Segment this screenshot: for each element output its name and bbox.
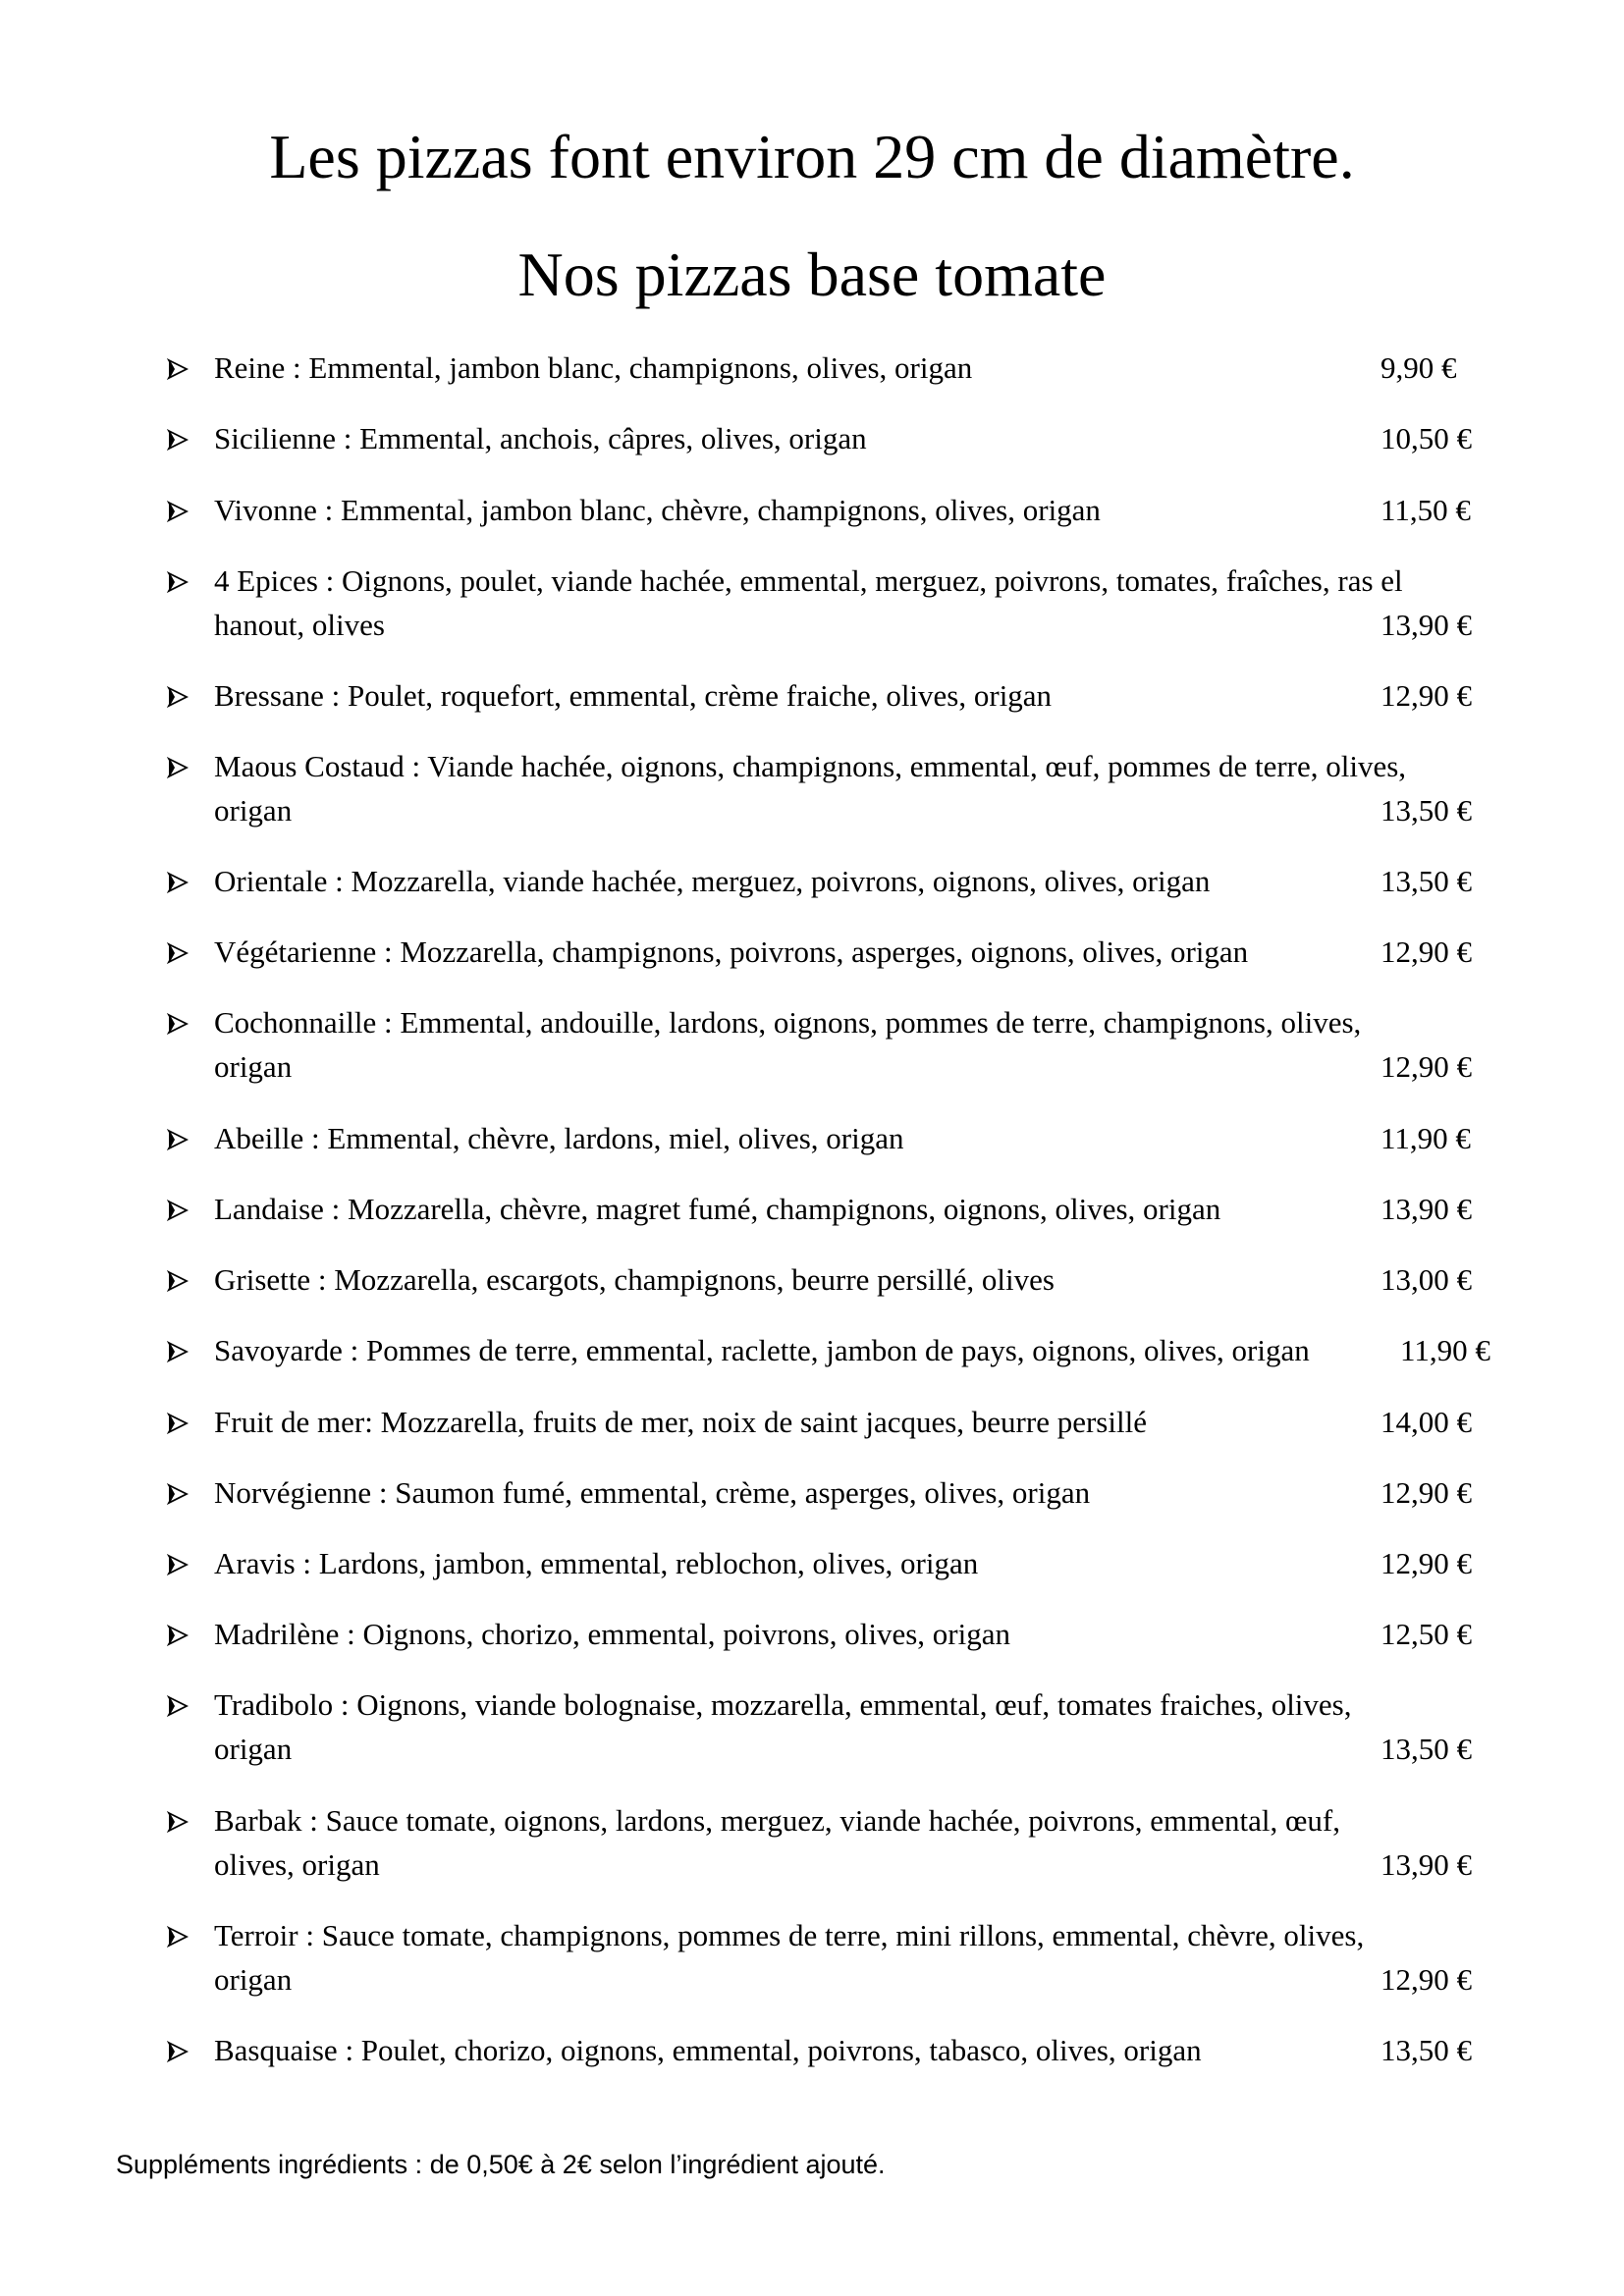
pizza-description: Savoyarde : Pommes de terre, emmental, raclette, jambon de pays, oignons, olives, origan [214, 1333, 1310, 1367]
pizza-price: 11,90 € [1400, 1333, 1490, 1367]
pizza-description-continued: origan [214, 793, 293, 828]
pizza-description: Landaise : Mozzarella, chèvre, magret fumé, champignons, oignons, olives, origan [214, 1192, 1221, 1226]
pizza-description-continued: hanout, olives [214, 608, 385, 642]
pizza-price: 11,50 € [1380, 493, 1471, 527]
pizza-price: 13,50 € [1380, 793, 1472, 828]
pizza-description: Bressane : Poulet, roquefort, emmental, crème fraiche, olives, origan [214, 678, 1053, 713]
pizza-price: 12,90 € [1380, 678, 1472, 713]
pizza-description: Cochonnaille : Emmental, andouille, lardons, oignons, pommes de terre, champignons, olives, [214, 1005, 1362, 1040]
pizza-description: Fruit de mer: Mozzarella, fruits de mer, noix de saint jacques, beurre persillé [214, 1405, 1147, 1439]
pizza-price: 12,50 € [1380, 1617, 1472, 1651]
arrowhead-bullet-icon [167, 859, 194, 904]
pizza-description-continued: origan [214, 1049, 293, 1084]
pizza-description: Sicilienne : Emmental, anchois, câpres, olives, origan [214, 421, 867, 455]
pizza-price: 12,90 € [1380, 934, 1472, 969]
arrowhead-bullet-icon [167, 1612, 194, 1657]
pizza-description: Terroir : Sauce tomate, champignons, pommes de terre, mini rillons, emmental, chèvre, olives, [214, 1918, 1365, 1952]
pizza-price: 13,50 € [1380, 2033, 1472, 2067]
pizza-description: Barbak : Sauce tomate, oignons, lardons, merguez, viande hachée, poivrons, emmental, œuf, [214, 1803, 1340, 1838]
arrowhead-bullet-icon [167, 559, 194, 604]
pizza-description: Grisette : Mozzarella, escargots, champignons, beurre persillé, olives [214, 1262, 1055, 1297]
pizza-description: Basquaise : Poulet, chorizo, oignons, emmental, poivrons, tabasco, olives, origan [214, 2033, 1202, 2067]
arrowhead-bullet-icon [167, 2028, 194, 2073]
pizza-description: Abeille : Emmental, chèvre, lardons, miel, olives, origan [214, 1121, 904, 1155]
arrowhead-bullet-icon [167, 1541, 194, 1586]
pizza-description-continued: origan [214, 1732, 293, 1766]
pizza-description: Tradibolo : Oignons, viande bolognaise, mozzarella, emmental, œuf, tomates fraiches, olives, [214, 1687, 1352, 1722]
page-title: Les pizzas font environ 29 cm de diamètre. [269, 122, 1355, 191]
pizza-price: 12,90 € [1380, 1049, 1472, 1084]
arrowhead-bullet-icon [167, 1470, 194, 1516]
pizza-price: 13,50 € [1380, 864, 1472, 898]
arrowhead-bullet-icon [167, 930, 194, 975]
arrowhead-bullet-icon [167, 346, 194, 391]
arrowhead-bullet-icon [167, 1187, 194, 1232]
arrowhead-bullet-icon [167, 1000, 194, 1045]
pizza-description-continued: olives, origan [214, 1847, 380, 1882]
pizza-price: 12,90 € [1380, 1962, 1472, 1997]
arrowhead-bullet-icon [167, 1798, 194, 1843]
arrowhead-bullet-icon [167, 744, 194, 789]
section-title: Nos pizzas base tomate [517, 240, 1107, 309]
pizza-description: 4 Epices : Oignons, poulet, viande hachée, emmental, merguez, poivrons, tomates, fraîches, ras el [214, 563, 1403, 598]
pizza-price: 12,90 € [1380, 1546, 1472, 1580]
arrowhead-bullet-icon [167, 488, 194, 533]
pizza-price: 13,90 € [1380, 608, 1472, 642]
pizza-price: 10,50 € [1380, 421, 1472, 455]
pizza-price: 13,90 € [1380, 1847, 1472, 1882]
pizza-description: Vivonne : Emmental, jambon blanc, chèvre, champignons, olives, origan [214, 493, 1101, 527]
arrowhead-bullet-icon [167, 416, 194, 461]
pizza-price: 13,00 € [1380, 1262, 1472, 1297]
pizza-description: Maous Costaud : Viande hachée, oignons, champignons, emmental, œuf, pommes de terre, olives, [214, 749, 1407, 783]
pizza-price: 14,00 € [1380, 1405, 1472, 1439]
arrowhead-bullet-icon [167, 1400, 194, 1445]
supplements-note: Suppléments ingrédients : de 0,50€ à 2€ selon l’ingrédient ajouté. [116, 2150, 886, 2179]
pizza-price: 12,90 € [1380, 1475, 1472, 1510]
pizza-description: Orientale : Mozzarella, viande hachée, merguez, poivrons, oignons, olives, origan [214, 864, 1211, 898]
pizza-price: 13,50 € [1380, 1732, 1472, 1766]
arrowhead-bullet-icon [167, 673, 194, 719]
pizza-price: 11,90 € [1380, 1121, 1471, 1155]
pizza-description: Norvégienne : Saumon fumé, emmental, crème, asperges, olives, origan [214, 1475, 1091, 1510]
arrowhead-bullet-icon [167, 1257, 194, 1303]
pizza-description: Reine : Emmental, jambon blanc, champignons, olives, origan [214, 350, 973, 385]
pizza-price: 9,90 € [1380, 350, 1457, 385]
arrowhead-bullet-icon [167, 1116, 194, 1161]
arrowhead-bullet-icon [167, 1328, 194, 1373]
pizza-price: 13,90 € [1380, 1192, 1472, 1226]
pizza-description: Madrilène : Oignons, chorizo, emmental, poivrons, olives, origan [214, 1617, 1010, 1651]
pizza-description: Aravis : Lardons, jambon, emmental, reblochon, olives, origan [214, 1546, 979, 1580]
arrowhead-bullet-icon [167, 1913, 194, 1958]
arrowhead-bullet-icon [167, 1682, 194, 1728]
pizza-description: Végétarienne : Mozzarella, champignons, poivrons, asperges, oignons, olives, origan [214, 934, 1249, 969]
pizza-description-continued: origan [214, 1962, 293, 1997]
